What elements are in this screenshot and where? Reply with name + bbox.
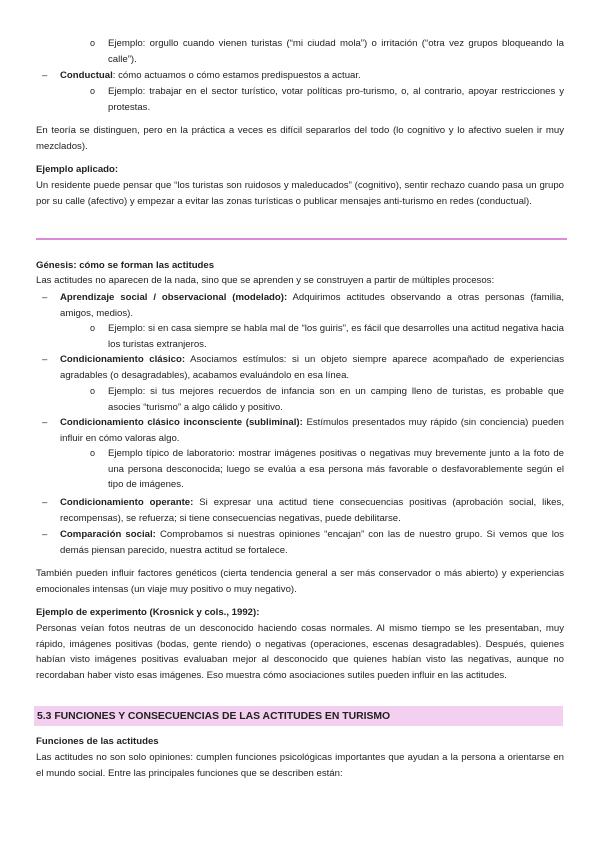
paragraph-functions: Las actitudes no son solo opiniones: cumplen funciones psicológicas importantes que ayudan a la persona a orientarse en el mundo social. Entre las principales funciones que se describen están: <box>36 752 564 779</box>
list-item-social-comparison: – Comparación social: Comprobamos si nuestras opiniones “encajan” con las de nuestro grupo. Si vemos que los demás piensan parecido, nuestra actitud se fortalece. <box>42 529 564 556</box>
list-item-classic-conditioning: – Condicionamiento clásico: Asociamos estímulos: si un objeto siempre aparece acompañado de experiencias agradables (o desagradables), acabamos evaluándolo en esa línea. <box>42 354 564 381</box>
heading-experiment: Ejemplo de experimento (Krosnick y cols., 1992): <box>36 607 260 618</box>
heading-genesis: Génesis: cómo se forman las actitudes <box>36 260 215 271</box>
section-title: 5.3 FUNCIONES Y CONSECUENCIAS DE LAS ACTITUDES EN TURISMO <box>37 711 391 722</box>
heading-functions: Funciones de las actitudes <box>36 736 159 747</box>
term-conductual: Conductual <box>60 70 113 81</box>
list-item-operant: – Condicionamiento operante: Si expresar una actitud tiene consecuencias positivas (aprobación social, likes, recompensas), se refuerza; si tiene consecuencias negativas, puede debilitarse. <box>42 497 564 524</box>
heading-applied-example: Ejemplo aplicado: <box>36 164 119 175</box>
dash-bullet-icon: – <box>42 354 48 365</box>
section-divider <box>36 238 567 240</box>
section-title-band <box>34 706 563 726</box>
circle-bullet-icon: o <box>90 323 96 333</box>
dash-bullet-icon: – <box>42 417 48 428</box>
paragraph-genesis-intro: Las actitudes no aparecen de la nada, sino que se aprenden y se construyen a partir de múltiples procesos: <box>36 275 495 286</box>
example-bullet-social: o Ejemplo: si en casa siempre se habla mal de “los guiris”, es fácil que desarrolles una actitud negativa hacia los turistas extranjeros. <box>90 323 564 350</box>
circle-bullet-icon: o <box>90 86 96 96</box>
example-bullet-classic: o Ejemplo: si tus mejores recuerdos de infancia son en un camping lleno de turistas, es probable que asocies “turismo” a algo cálido y positivo. <box>90 386 564 413</box>
list-item-social-learning: – Aprendizaje social / observacional (modelado): Adquirimos actitudes observando a otras personas (familia, amigos, medios). <box>42 292 564 319</box>
example-bullet-conductual: o Ejemplo: trabajar en el sector turístico, votar políticas pro-turismo, o, al contrario, apoyar restricciones y protestas. <box>90 86 564 113</box>
dash-bullet-icon: – <box>42 497 48 508</box>
list-item-subliminal: – Condicionamiento clásico inconsciente (subliminal): Estímulos presentados muy rápido (sin conciencia) pueden influir en cómo valoras algo. <box>42 417 564 444</box>
circle-bullet-icon: o <box>90 386 96 396</box>
list-item-conductual: – Conductual: cómo actuamos o cómo estamos predispuestos a actuar. <box>60 68 564 84</box>
paragraph-theory: En teoría se distinguen, pero en la práctica a veces es difícil separarlos del todo (lo cognitivo y lo afectivo suelen ir muy mezclados). <box>36 125 564 152</box>
circle-bullet-icon: o <box>90 38 96 48</box>
paragraph-genetic-factors: También pueden influir factores genéticos (cierta tendencia general a ser más conservador o más abierto) y experiencias emocionales intensas (un viaje muy positivo o muy negativo). <box>36 568 564 595</box>
example-bullet-subliminal: o Ejemplo típico de laboratorio: mostrar imágenes positivas o negativas muy brevemente junto a la foto de una persona desconocida; luego se evalúa a esa persona más favorable o desfavorablemente según el tipo de imágenes. <box>90 448 564 491</box>
circle-bullet-icon: o <box>90 448 96 458</box>
dash-bullet-icon: – <box>42 529 48 540</box>
example-bullet-affective: o Ejemplo: orgullo cuando vienen turistas (“mi ciudad mola”) o irritación (“otra vez grupos bloqueando la calle”). <box>90 38 564 65</box>
paragraph-experiment: Personas veían fotos neutras de un desconocido haciendo cosas normales. Al mismo tiempo se les presentaban, muy rápido, imágenes positivas (bodas, gente riendo) o negativas (operaciones, escenas desagradables). Después, quienes habían visto imágenes positivas evaluaban mejor al desconocido que quienes habían visto las negativas, aunque no recordaban haber visto esas imágenes. Eso muestra cómo asociaciones sutiles pueden influir en las actitudes. <box>36 623 564 681</box>
paragraph-applied-example: Un residente puede pensar que “los turistas son ruidosos y maleducados” (cognitivo), sentir rechazo cuando pasa un grupo por su calle (afectivo) y empezar a evitar las zonas turísticas o publicar mensajes anti-turismo en redes (conductual). <box>36 180 564 207</box>
dash-bullet-icon: – <box>42 292 48 303</box>
dash-bullet-icon: – <box>42 70 48 81</box>
